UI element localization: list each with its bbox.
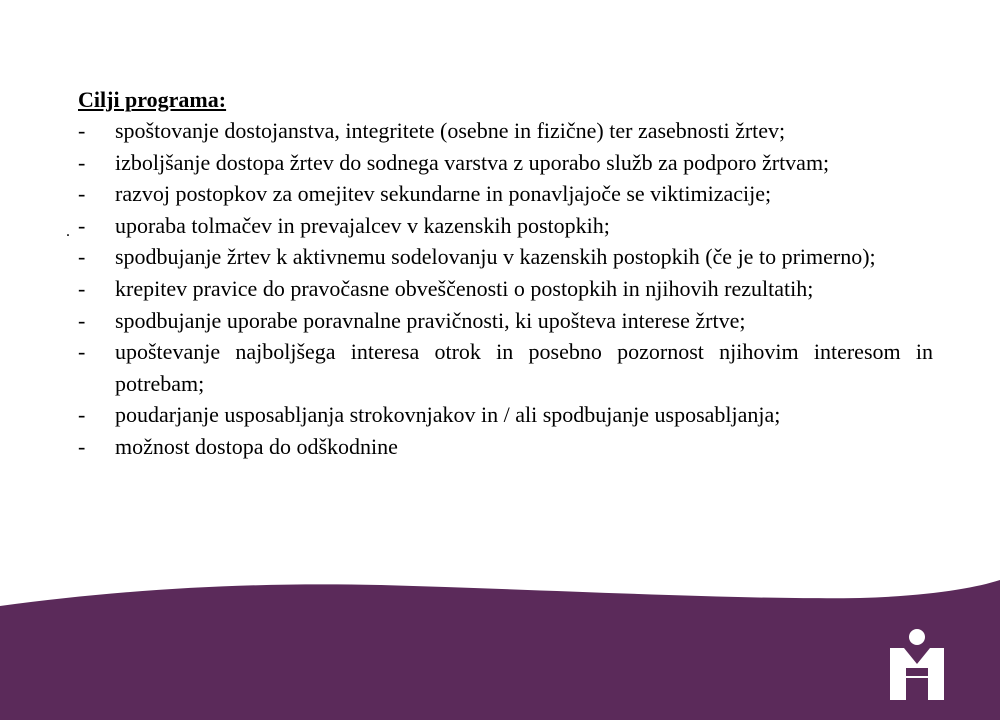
goal-text: spoštovanje dostojanstva, integritete (osebne in fizične) ter zasebnosti žrtev; (115, 118, 786, 143)
goal-text: možnost dostopa do odškodnine (115, 433, 398, 459)
goal-item (78, 431, 933, 463)
goal-text: izboljšanje dostopa žrtev do sodnega varstva z uporabo služb za podporo žrtvam; (115, 149, 830, 175)
bullet-dash: - (78, 212, 86, 238)
goal-item (78, 336, 933, 399)
bullet-dash: - (78, 244, 86, 270)
section-heading: Cilji programa: (78, 87, 227, 112)
goal-item (78, 241, 933, 273)
bullet-dash: - (78, 402, 86, 428)
goal-text: spodbujanje uporabe poravnalne pravičnosti, ki upošteva interese žrtve; (115, 307, 746, 333)
goal-item (78, 115, 933, 147)
goal-item (78, 210, 933, 242)
goal-text: krepitev pravice do pravočasne obveščenosti o postopkih in njihovih rezultatih; (115, 275, 814, 301)
goals-list (78, 115, 933, 463)
bullet-dash: - (78, 118, 86, 143)
bullet-dash: - (78, 433, 86, 459)
content-area (78, 84, 933, 463)
stray-mark: . (66, 223, 70, 240)
goal-item (78, 273, 933, 305)
goal-item (78, 305, 933, 337)
bullet-dash: - (78, 339, 86, 365)
goal-text: upoštevanje najboljšega interesa otrok in posebno pozornost njihovim interesom in potrebam; (115, 339, 933, 396)
goal-text: razvoj postopkov za omejitev sekundarne in ponavljajoče se viktimizacije; (115, 181, 772, 207)
goal-item (78, 147, 933, 179)
bullet-dash: - (78, 181, 86, 207)
bullet-dash: - (78, 149, 86, 175)
goal-text: poudarjanje usposabljanja strokovnjakov in / ali spodbujanje usposabljanja; (115, 402, 781, 428)
bullet-dash: - (78, 307, 86, 333)
goal-item (78, 399, 933, 431)
footer-wave-shape (0, 580, 1000, 720)
goal-text: uporaba tolmačev in prevajalcev v kazenskih postopkih; (115, 212, 610, 238)
goal-text: spodbujanje žrtev k aktivnemu sodelovanju v kazenskih postopkih (če je to primerno); (115, 244, 876, 270)
bullet-dash: - (78, 275, 86, 301)
goal-item (78, 178, 933, 210)
person-logo-icon (888, 628, 946, 700)
